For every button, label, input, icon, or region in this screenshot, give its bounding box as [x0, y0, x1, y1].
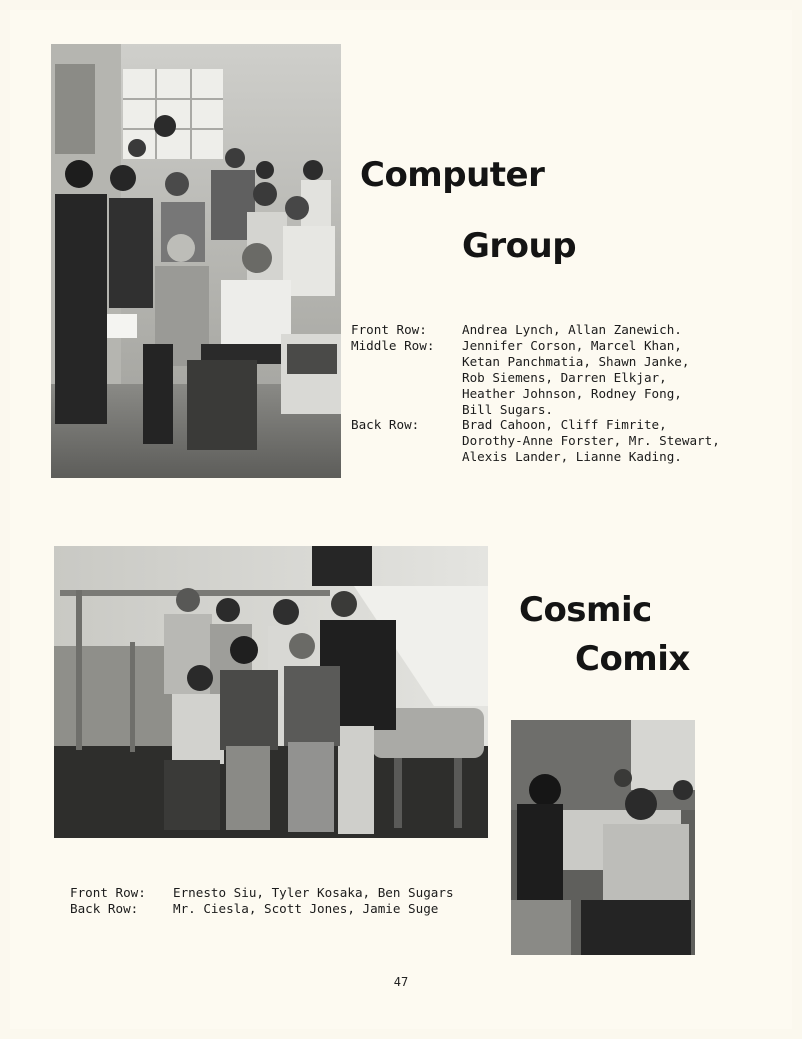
roster-names: Andrea Lynch, Allan Zanewich. [462, 322, 682, 337]
roster-names: Ernesto Siu, Tyler Kosaka, Ben Sugars [173, 885, 454, 900]
computer-group-photo [51, 44, 341, 478]
cosmic-comix-group-photo [54, 546, 488, 838]
section-title: Comix [575, 639, 690, 679]
roster-names: Ketan Panchmatia, Shawn Janke, [462, 353, 690, 369]
row-label: Middle Row: [351, 337, 435, 353]
cosmic-comix-activity-photo [511, 720, 695, 955]
roster-names: Rob Siemens, Darren Elkjar, [462, 369, 667, 385]
row-label: Back Row: [351, 417, 420, 433]
roster-row [70, 885, 454, 901]
row-label: Front Row: [70, 885, 146, 900]
row-label: Front Row: [351, 322, 427, 337]
section-title: Computer [360, 155, 545, 195]
cosmic-comix-roster [70, 885, 454, 917]
roster-names: Mr. Ciesla, Scott Jones, Jamie Suge [173, 900, 439, 916]
section-title: Cosmic [519, 590, 652, 630]
computer-group-roster [351, 322, 720, 465]
roster-row [351, 322, 720, 338]
roster-names: Brad Cahoon, Cliff Fimrite, [462, 417, 667, 433]
roster-names: Dorothy-Anne Forster, Mr. Stewart, [462, 433, 720, 449]
row-label: Back Row: [70, 900, 139, 916]
roster-names: Heather Johnson, Rodney Fong, [462, 385, 682, 401]
roster-row [70, 901, 454, 917]
section-title: Group [462, 226, 577, 266]
roster-row [351, 417, 720, 465]
roster-row [351, 338, 720, 418]
roster-names: Jennifer Corson, Marcel Khan, [462, 337, 682, 353]
page-number: 47 [393, 975, 409, 989]
roster-names: Bill Sugars. [462, 401, 553, 417]
roster-names: Alexis Lander, Lianne Kading. [462, 449, 682, 465]
